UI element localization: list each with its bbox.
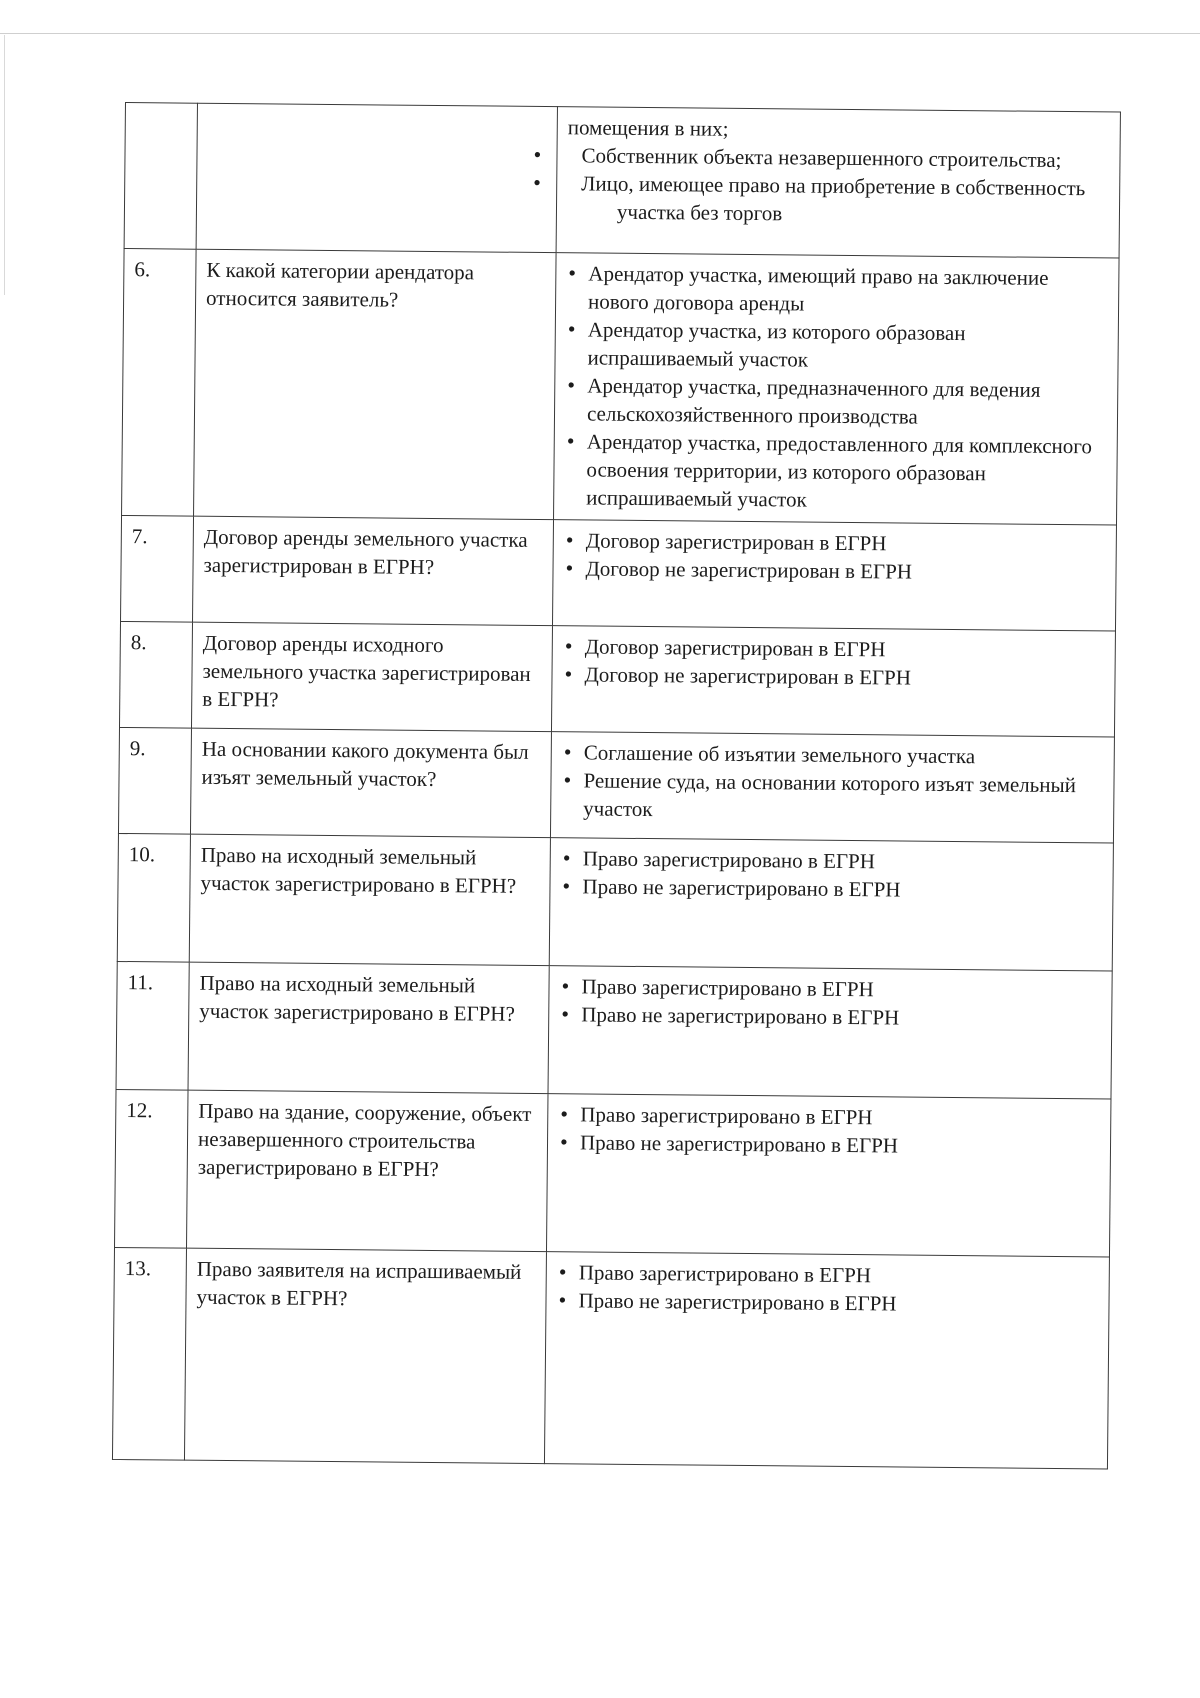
options-list: [562, 632, 1107, 693]
options-list: [559, 972, 1104, 1033]
row-number: 9.: [118, 727, 191, 834]
option-item: • Право не зарегистрировано в ЕГРН: [560, 872, 1104, 905]
options-list: [564, 259, 1110, 516]
options-cell: [552, 520, 1116, 631]
option-item: • Договор зарегистрирован в ЕГРН: [564, 526, 1108, 559]
table-row: [115, 1089, 1111, 1257]
question-cell: Право заявителя на испрашиваемый участок в ЕГРН?: [184, 1248, 546, 1463]
option-item: • Договор зарегистрирован в ЕГРН: [563, 632, 1107, 665]
options-list: [563, 526, 1108, 587]
continuation-text: помещения в них;: [567, 115, 729, 141]
option-item: • Договор не зарегистрирован в ЕГРН: [563, 554, 1107, 587]
row-number: 11.: [116, 961, 189, 1090]
table-row-continuation: [124, 103, 1120, 259]
document-sheet: [112, 102, 1120, 1469]
table-row: [121, 515, 1117, 631]
option-item: • Право зарегистрировано в ЕГРН: [558, 1100, 1102, 1133]
option-item: • Право не зарегистрировано в ЕГРН: [556, 1286, 1100, 1319]
question-cell: На основании какого документа был изъят земельный участок?: [190, 728, 551, 837]
table-row: [119, 621, 1115, 737]
option-item: • Соглашение об изъятии земельного участка: [562, 738, 1106, 771]
option-item: • Арендатор участка, из которого образован испрашиваемый участок: [565, 315, 1110, 376]
question-cell: Право на исходный земельный участок зарегистрировано в ЕГРН?: [189, 834, 550, 965]
row-number: 13.: [112, 1247, 186, 1460]
table-row: [116, 961, 1112, 1099]
options-cell: [549, 838, 1113, 971]
question-cell: К какой категории арендатора относится заявитель?: [194, 249, 557, 519]
option-item: • Арендатор участка, предназначенного для ведения сельскохозяйственного производства: [565, 371, 1110, 432]
option-item: • Лицо, имеющее право на приобретение в собственность участка без торгов: [567, 169, 1112, 230]
options-cell: [544, 1252, 1109, 1469]
options-cell: [554, 253, 1120, 525]
row-number: 12.: [115, 1089, 189, 1248]
options-cell: [548, 966, 1112, 1099]
question-cell: [196, 103, 557, 252]
question-cell: Договор аренды исходного земельного участка зарегистрирован в ЕГРН?: [191, 622, 552, 731]
row-number: 6.: [122, 248, 197, 516]
options-cell: [550, 732, 1114, 843]
table-row: [112, 1247, 1109, 1469]
row-number: [124, 103, 197, 250]
options-cell: [546, 1094, 1110, 1257]
scan-edge-left: [4, 35, 5, 295]
options-list: [567, 141, 1112, 230]
table-row: [122, 248, 1120, 525]
option-item: • Арендатор участка, предоставленного для комплексного освоения территории, из которого образован испрашиваемый участок: [564, 427, 1109, 516]
option-item: • Право не зарегистрировано в ЕГРН: [559, 1000, 1103, 1033]
options-cell: [551, 626, 1115, 737]
scan-edge-top: [0, 33, 1200, 34]
table-row: [117, 833, 1113, 971]
options-cell: [556, 107, 1120, 258]
option-item: • Право зарегистрировано в ЕГРН: [557, 1258, 1101, 1291]
option-item: • Право зарегистрировано в ЕГРН: [559, 972, 1103, 1005]
option-item: • Договор не зарегистрирован в ЕГРН: [562, 660, 1106, 693]
question-cell: Право на исходный земельный участок зарегистрировано в ЕГРН?: [188, 962, 549, 1093]
option-item: • Право зарегистрировано в ЕГРН: [561, 844, 1105, 877]
question-cell: Договор аренды земельного участка зарегистрирован в ЕГРН?: [193, 516, 554, 625]
table-row: [118, 727, 1114, 843]
option-item: • Решение суда, на основании которого изъят земельный участок: [561, 766, 1106, 827]
row-number: 10.: [117, 833, 190, 962]
option-item: • Право не зарегистрировано в ЕГРН: [558, 1128, 1102, 1161]
options-list: [561, 738, 1106, 827]
question-cell: Право на здание, сооружение, объект незавершенного строительства зарегистрировано в ЕГРН?: [187, 1090, 549, 1251]
options-list: [558, 1100, 1103, 1161]
row-number: 7.: [121, 515, 194, 622]
questions-table: [112, 102, 1121, 1469]
option-item: • Собственник объекта незавершенного строительства;: [567, 141, 1111, 174]
options-list: [560, 844, 1105, 905]
row-number: 8.: [119, 621, 192, 728]
options-list: [556, 1258, 1101, 1319]
option-item: • Арендатор участка, имеющий право на заключение нового договора аренды: [566, 259, 1111, 320]
